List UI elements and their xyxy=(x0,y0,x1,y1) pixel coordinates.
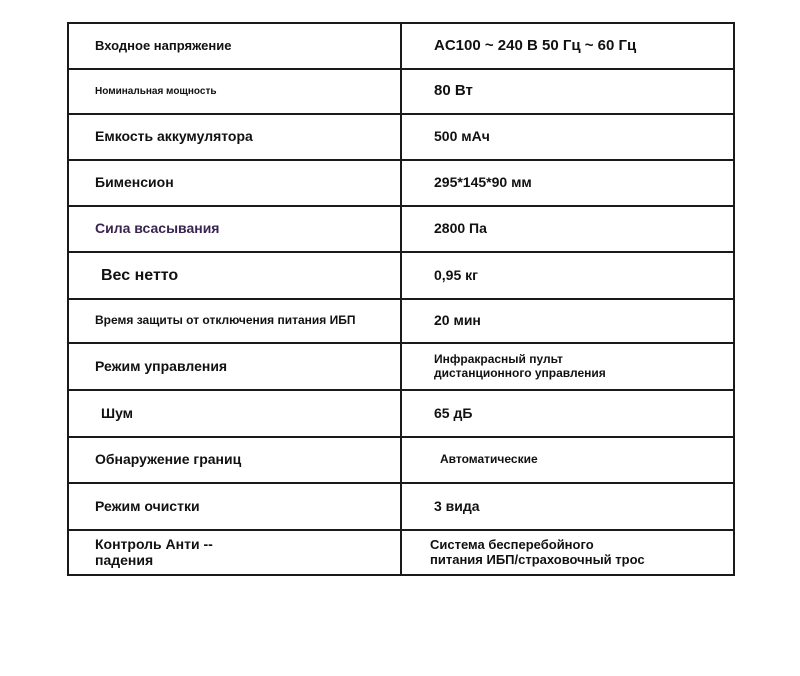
value-line: Система бесперебойного xyxy=(430,537,594,553)
value-cell: 80 Вт xyxy=(401,69,734,114)
table-row xyxy=(68,299,734,343)
table-row xyxy=(68,206,734,252)
value-line: питания ИБП/страховочный трос xyxy=(430,551,645,567)
table-row xyxy=(68,390,734,437)
table-row xyxy=(68,69,734,114)
value-cell: 20 мин xyxy=(401,299,734,343)
spec-table xyxy=(67,22,735,576)
value-cell xyxy=(401,343,734,390)
value-cell: 500 мАч xyxy=(401,114,734,160)
param-cell: Обнаружение границ xyxy=(68,437,401,483)
param-cell xyxy=(68,530,401,575)
value-cell: 65 дБ xyxy=(401,390,734,437)
table-row xyxy=(68,343,734,390)
table-row xyxy=(68,530,734,575)
param-line: Контроль Анти -- xyxy=(95,536,213,553)
value-line: дистанционного управления xyxy=(434,365,606,380)
value-cell: AC100 ~ 240 В 50 Гц ~ 60 Гц xyxy=(401,23,734,69)
value-line: Инфракрасный пульт xyxy=(434,352,563,367)
param-cell: Сила всасывания xyxy=(68,206,401,252)
param-cell: Режим очистки xyxy=(68,483,401,530)
value-cell: 295*145*90 мм xyxy=(401,160,734,206)
param-cell: Бименсион xyxy=(68,160,401,206)
param-cell: Время защиты от отключения питания ИБП xyxy=(68,299,401,343)
param-cell: Вес нетто xyxy=(68,252,401,299)
value-cell: 0,95 кг xyxy=(401,252,734,299)
value-cell xyxy=(401,530,734,575)
table-row xyxy=(68,483,734,530)
param-cell: Режим управления xyxy=(68,343,401,390)
table-row xyxy=(68,437,734,483)
value-cell: 3 вида xyxy=(401,483,734,530)
table-row xyxy=(68,160,734,206)
table-row xyxy=(68,23,734,69)
param-cell: Шум xyxy=(68,390,401,437)
param-cell: Входное напряжение xyxy=(68,23,401,69)
value-cell: 2800 Па xyxy=(401,206,734,252)
value-cell: Автоматические xyxy=(401,437,734,483)
table-row xyxy=(68,114,734,160)
param-line: падения xyxy=(95,551,154,568)
param-cell: Емкость аккумулятора xyxy=(68,114,401,160)
table-row xyxy=(68,252,734,299)
param-cell: Номинальная мощность xyxy=(68,69,401,114)
